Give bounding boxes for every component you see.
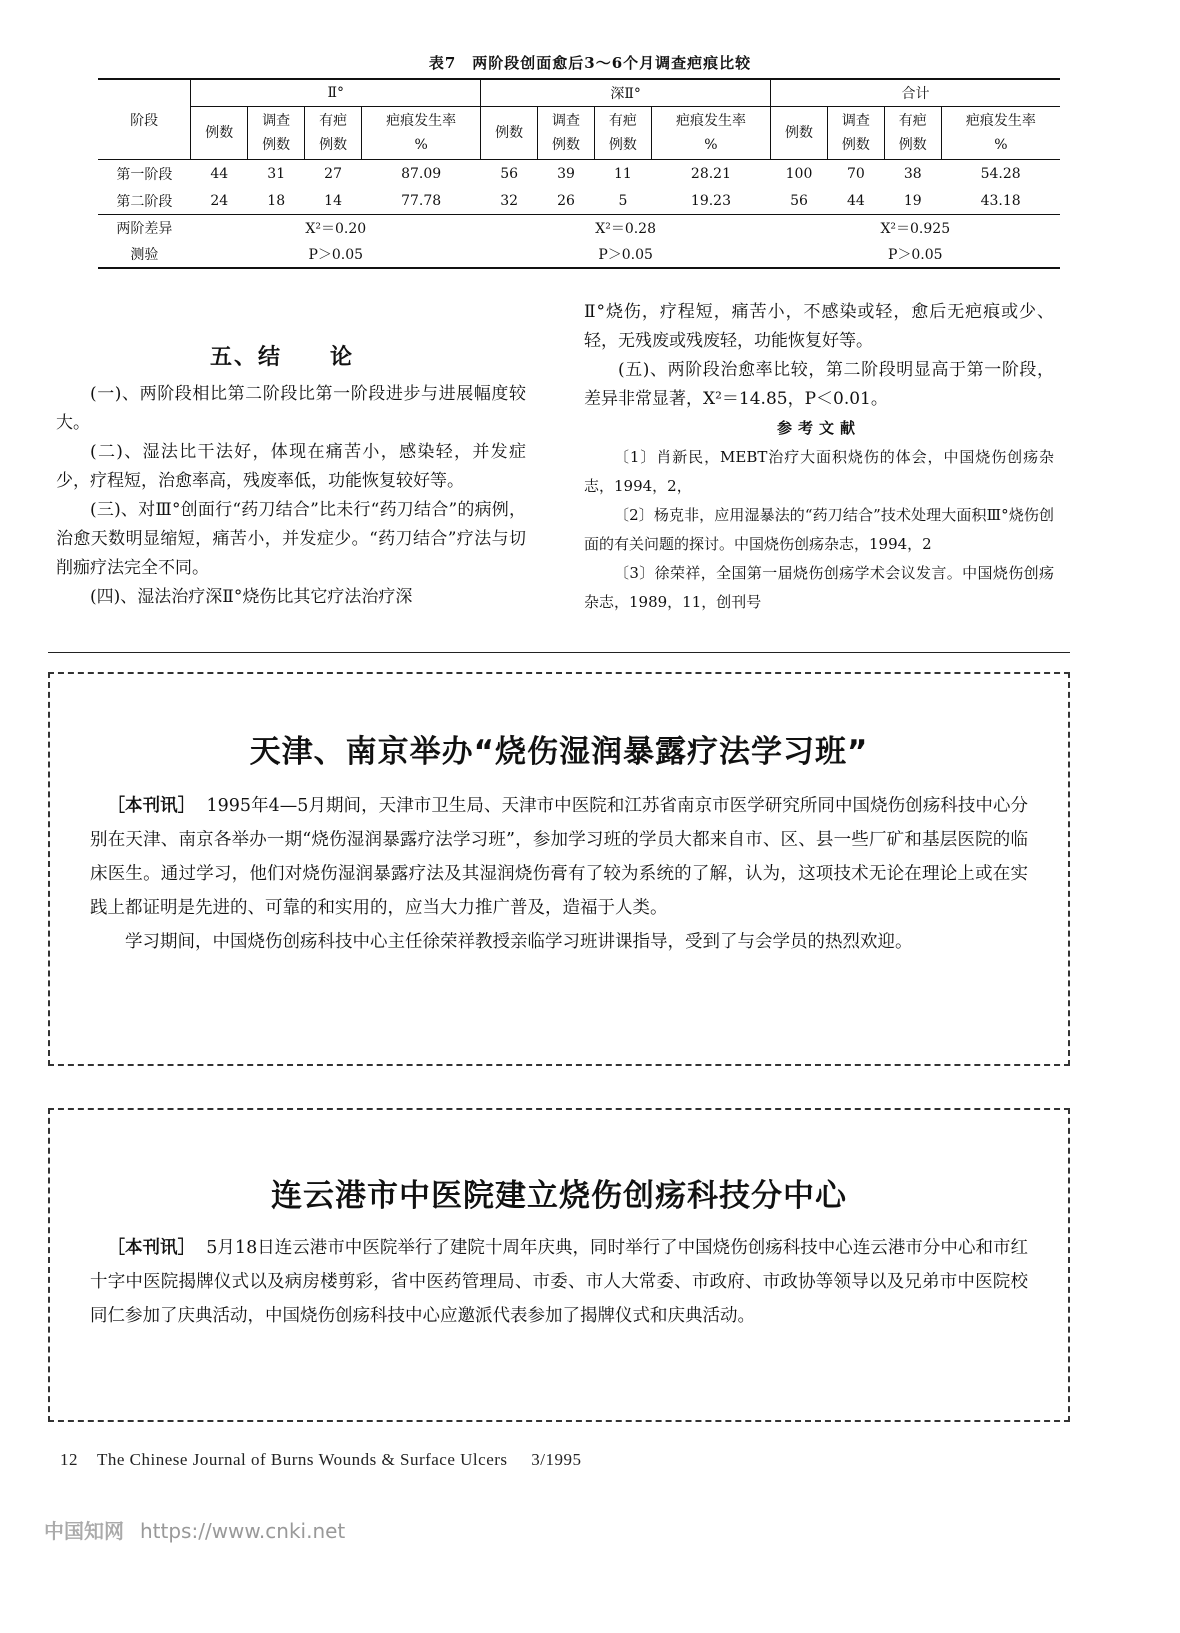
reference-item: 〔2〕杨克非，应用湿暴法的“药刀结合”技术处理大面积Ⅲ°烧伤创面的有关问题的探讨。中国烧伤创疡杂志，1994，2 — [584, 506, 1054, 553]
table-cell: 87.09 — [401, 165, 442, 182]
references-heading: 参考文献 — [776, 419, 861, 437]
comparison-table — [98, 78, 1060, 269]
conclusion-paragraph: (五)、两阶段治愈率比较，第二阶段明显高于第一阶段，差异非常显著，X²＝14.85，P＜0.01。 — [584, 360, 1054, 409]
table-cell: 26 — [557, 192, 575, 209]
news-title: 天津、南京举办“烧伤湿润暴露疗法学习班” — [249, 734, 869, 770]
stage-header: 阶段 — [98, 79, 191, 160]
news-tag: ［本刊讯］ — [107, 796, 196, 816]
subheader: 调查 — [262, 113, 291, 129]
table-cell: 28.21 — [690, 165, 731, 182]
table-cell: 39 — [557, 165, 575, 182]
subheader: 有疤 — [319, 113, 348, 129]
journal-name: The Chinese Journal of Burns Wounds & Surface Ulcers — [97, 1450, 508, 1469]
subheader: 调查 — [552, 113, 581, 129]
stage-cell: 第一阶段 — [116, 166, 173, 183]
subheader: % — [414, 137, 428, 153]
conclusion-paragraph: Ⅱ°烧伤，疗程短，痛苦小，不感染或轻，愈后无疤痕或少、轻，无残废或残废轻，功能恢复好等。 — [584, 302, 1054, 351]
chi-square: X²＝0.28 — [481, 215, 771, 242]
table-cell: 19 — [903, 192, 922, 209]
subheader: 例数 — [608, 137, 637, 153]
left-column — [56, 380, 526, 612]
stats-label: 测验 — [98, 241, 191, 268]
table-cell: 44 — [210, 165, 229, 182]
conclusion-paragraph: (一)、两阶段相比第二阶段比第一阶段进步与进展幅度较大。 — [56, 384, 526, 433]
watermark-brand: 中国知网 — [44, 1519, 124, 1543]
subheader: 有疤 — [898, 113, 927, 129]
page-footer — [60, 1450, 582, 1470]
news-paragraph: 5月18日连云港市中医院举行了建院十周年庆典，同时举行了中国烧伤创疡科技中心连云港市分中心和市红十字中医院揭牌仪式以及病房楼剪彩，省中医药管理局、市委、市人大常委、市政府、市政协等领导以及兄弟市中医院校同仁参加了庆典活动，中国烧伤创疡科技中心应邀派代表参加了揭牌仪式和庆典活动。 — [90, 1238, 1028, 1326]
subheader: % — [704, 137, 718, 153]
subheader: 例数 — [898, 137, 927, 153]
subheader: % — [994, 137, 1008, 153]
table-row — [98, 160, 1060, 188]
table-row — [98, 187, 1060, 215]
table-caption: 表7 两阶段创面愈后3～6个月调查疤痕比较 — [428, 54, 752, 72]
group-header: 合计 — [771, 79, 1060, 107]
chi-square: X²＝0.925 — [771, 215, 1060, 242]
chi-square: X²＝0.20 — [191, 215, 481, 242]
stats-row — [98, 215, 1060, 242]
news-paragraph: 1995年4—5月期间，天津市卫生局、天津市中医院和江苏省南京市医学研究所同中国烧伤创疡科技中心分别在天津、南京各举办一期“烧伤湿润暴露疗法学习班”，参加学习班的学员大都来自市、区、县一些厂矿和基层医院的临床医生。通过学习，他们对烧伤湿润暴露疗法及其湿润烧伤膏有了较为系统的了解，认为，这项技术无论在理论上或在实践上都证明是先进的、可靠的和实用的，应当大力推广普及，造福于人类。 — [90, 796, 1028, 918]
table-cell: 70 — [846, 165, 865, 182]
table-cell: 27 — [324, 165, 342, 182]
subheader: 疤痕发生率 — [386, 113, 457, 129]
conclusion-paragraph: (三)、对Ⅲ°创面行“药刀结合”比未行“药刀结合”的病例，治愈天数明显缩短，痛苦小，并发症少。“药刀结合”疗法与切削痂疗法完全不同。 — [56, 500, 526, 578]
table-cell: 44 — [846, 192, 865, 209]
group-header: Ⅱ° — [191, 79, 481, 107]
subheader: 调查 — [841, 113, 870, 129]
stage-cell: 第二阶段 — [116, 193, 173, 210]
table-cell: 5 — [618, 192, 628, 209]
subheader: 例数 — [552, 137, 581, 153]
subheader: 疤痕发生率 — [675, 113, 746, 129]
section-divider — [48, 652, 1070, 653]
p-value: P＞0.05 — [481, 241, 771, 268]
watermark-url: https://www.cnki.net — [140, 1519, 346, 1543]
subheader: 疤痕发生率 — [965, 113, 1036, 129]
table-cell: 100 — [785, 165, 813, 182]
group-header: 深Ⅱ° — [481, 79, 771, 107]
reference-item: 〔3〕徐荣祥，全国第一届烧伤创疡学术会议发言。中国烧伤创疡杂志，1989，11，创刊号 — [584, 564, 1054, 611]
issue-number: 3/1995 — [531, 1450, 582, 1469]
table-cell: 38 — [903, 165, 922, 182]
stats-row — [98, 241, 1060, 268]
reference-item: 〔1〕肖新民，MEBT治疗大面积烧伤的体会，中国烧伤创疡杂志，1994，2， — [584, 448, 1054, 495]
news-title: 连云港市中医院建立烧伤创疡科技分中心 — [271, 1178, 847, 1214]
watermark — [44, 1515, 345, 1544]
table-cell: 19.23 — [690, 192, 731, 209]
news-box-branch-center — [48, 1108, 1070, 1422]
subheader: 例数 — [262, 137, 291, 153]
stats-label: 两阶差异 — [98, 215, 191, 242]
subheader: 例数 — [495, 125, 524, 141]
section-heading: 五、结 论 — [210, 344, 355, 370]
table-cell: 43.18 — [980, 192, 1021, 209]
table-cell: 31 — [267, 165, 286, 182]
table-cell: 56 — [790, 192, 808, 209]
table-cell: 24 — [210, 192, 229, 209]
subheader: 例数 — [841, 137, 870, 153]
table-cell: 54.28 — [980, 165, 1021, 182]
subheader: 例数 — [205, 125, 234, 141]
table-cell: 32 — [500, 192, 519, 209]
news-box-training-class — [48, 672, 1070, 1066]
table-cell: 18 — [267, 192, 286, 209]
right-column — [584, 298, 1054, 617]
news-tag: ［本刊讯］ — [107, 1238, 196, 1258]
subheader: 例数 — [319, 137, 348, 153]
subheader: 有疤 — [608, 113, 637, 129]
table-cell: 11 — [614, 165, 632, 182]
table-cell: 77.78 — [401, 192, 442, 209]
p-value: P＞0.05 — [191, 241, 481, 268]
p-value: P＞0.05 — [771, 241, 1060, 268]
table-cell: 14 — [324, 192, 342, 209]
table-cell: 56 — [500, 165, 519, 182]
conclusion-paragraph: (四)、湿法治疗深Ⅱ°烧伤比其它疗法治疗深 — [90, 587, 413, 607]
page-number: 12 — [60, 1450, 78, 1469]
references-list — [584, 443, 1054, 617]
news-paragraph: 学习期间，中国烧伤创疡科技中心主任徐荣祥教授亲临学习班讲课指导，受到了与会学员的热烈欢迎。 — [125, 932, 913, 952]
subheader: 例数 — [784, 125, 813, 141]
conclusion-paragraph: (二)、湿法比干法好，体现在痛苦小，感染轻，并发症少，疗程短，治愈率高，残废率低，功能恢复较好等。 — [56, 442, 526, 491]
